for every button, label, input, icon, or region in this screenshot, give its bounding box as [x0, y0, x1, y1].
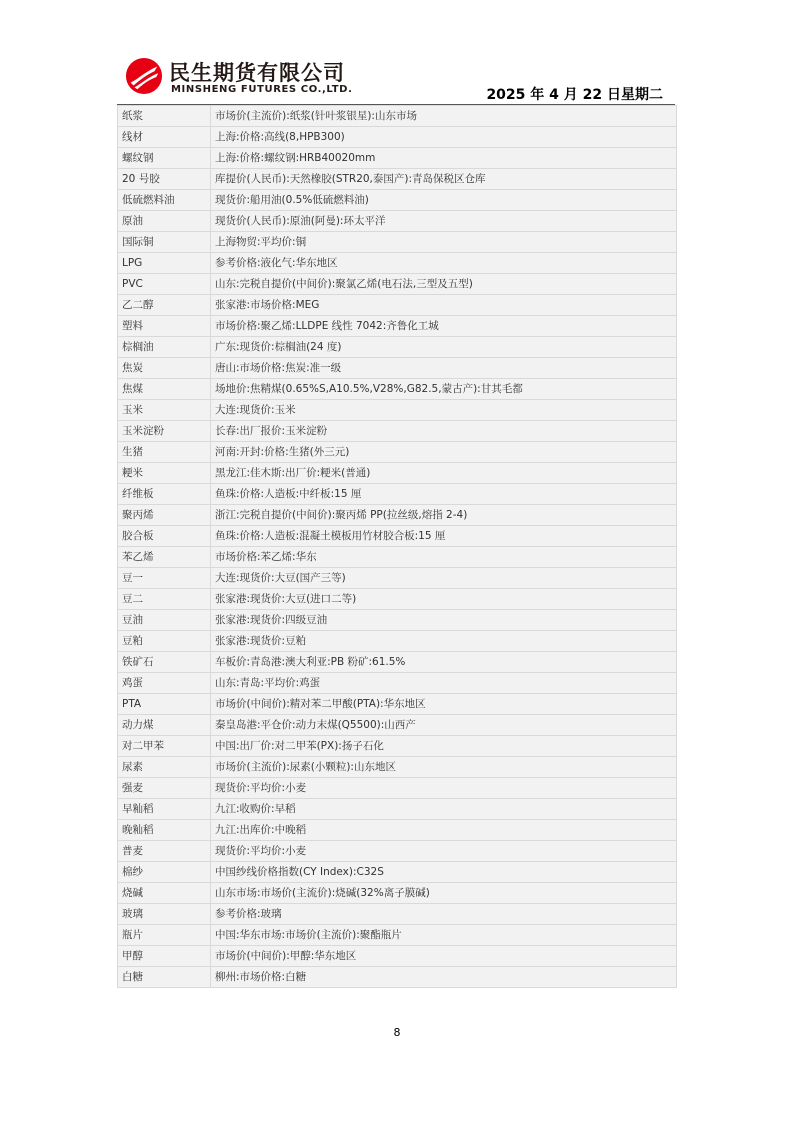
company-name-cn: 民生期货有限公司 [169, 61, 345, 85]
commodity-name: 铁矿石 [118, 652, 211, 673]
table-row [118, 526, 677, 547]
price-source: 场地价:焦精煤(0.65%S,A10.5%,V28%,G82.5,蒙古产):甘其毛都 [211, 379, 677, 400]
report-date: 2025 年 4 月 22 日星期二 [486, 87, 663, 103]
price-source: 现货价:平均价:小麦 [211, 778, 677, 799]
commodity-name: 普麦 [118, 841, 211, 862]
commodity-name: 豆二 [118, 589, 211, 610]
table-row [118, 946, 677, 967]
price-source: 长春:出厂报价:玉米淀粉 [211, 421, 677, 442]
price-source: 市场价(主流价):纸浆(针叶浆银星):山东市场 [211, 106, 677, 127]
commodity-name: 苯乙烯 [118, 547, 211, 568]
price-source: 中国:华东市场:市场价(主流价):聚酯瓶片 [211, 925, 677, 946]
commodity-name: 原油 [118, 211, 211, 232]
table-row [118, 925, 677, 946]
price-source: 张家港:现货价:豆粕 [211, 631, 677, 652]
table-row [118, 253, 677, 274]
table-row [118, 484, 677, 505]
price-source: 张家港:市场价格:MEG [211, 295, 677, 316]
table-row [118, 400, 677, 421]
commodity-name: 晚籼稻 [118, 820, 211, 841]
table-row [118, 463, 677, 484]
price-source: 柳州:市场价格:白糖 [211, 967, 677, 988]
table-row [118, 631, 677, 652]
price-source: 河南:开封:价格:生猪(外三元) [211, 442, 677, 463]
commodity-name: 螺纹钢 [118, 148, 211, 169]
price-source: 张家港:现货价:四级豆油 [211, 610, 677, 631]
price-source: 秦皇岛港:平仓价:动力末煤(Q5500):山西产 [211, 715, 677, 736]
table-row [118, 841, 677, 862]
price-source: 市场价格:聚乙烯:LLDPE 线性 7042:齐鲁化工城 [211, 316, 677, 337]
table-row [118, 610, 677, 631]
commodity-name: 豆油 [118, 610, 211, 631]
commodity-name: LPG [118, 253, 211, 274]
table-row [118, 106, 677, 127]
table-row [118, 715, 677, 736]
table-row [118, 652, 677, 673]
price-source: 市场价(中间价):甲醇:华东地区 [211, 946, 677, 967]
commodity-name: 粳米 [118, 463, 211, 484]
table-row [118, 547, 677, 568]
commodity-name: 玉米 [118, 400, 211, 421]
price-source: 九江:收购价:早稻 [211, 799, 677, 820]
table-row [118, 589, 677, 610]
table-row [118, 757, 677, 778]
company-name-en: MINSHENG FUTURES CO.,LTD. [171, 84, 353, 95]
price-source: 山东:完税自提价(中间价):聚氯乙烯(电石法,三型及五型) [211, 274, 677, 295]
commodity-name: 尿素 [118, 757, 211, 778]
commodity-name: 棉纱 [118, 862, 211, 883]
commodity-name: 棕榈油 [118, 337, 211, 358]
table-row [118, 505, 677, 526]
price-source: 鱼珠:价格:人造板:中纤板:15 厘 [211, 484, 677, 505]
commodity-name: 乙二醇 [118, 295, 211, 316]
price-source: 大连:现货价:大豆(国产三等) [211, 568, 677, 589]
price-source: 现货价:船用油(0.5%低硫燃料油) [211, 190, 677, 211]
commodity-name: 国际铜 [118, 232, 211, 253]
table-row [118, 421, 677, 442]
commodity-name: 线材 [118, 127, 211, 148]
table-row [118, 694, 677, 715]
commodity-name: 豆粕 [118, 631, 211, 652]
commodity-name: 塑料 [118, 316, 211, 337]
commodity-name: 聚丙烯 [118, 505, 211, 526]
price-source: 山东市场:市场价(主流价):烧碱(32%离子膜碱) [211, 883, 677, 904]
table-row [118, 232, 677, 253]
table-row [118, 379, 677, 400]
table-row [118, 568, 677, 589]
commodity-name: 焦炭 [118, 358, 211, 379]
table-row [118, 358, 677, 379]
price-source: 黑龙江:佳木斯:出厂价:粳米(普通) [211, 463, 677, 484]
commodity-price-source-table [117, 105, 677, 988]
commodity-name: 低硫燃料油 [118, 190, 211, 211]
table-row [118, 442, 677, 463]
table-body [118, 106, 677, 988]
table-row [118, 673, 677, 694]
price-source: 车板价:青岛港:澳大利亚:PB 粉矿:61.5% [211, 652, 677, 673]
price-source: 九江:出库价:中晚稻 [211, 820, 677, 841]
price-source: 上海:价格:高线(8,HPB300) [211, 127, 677, 148]
price-source: 浙江:完税自提价(中间价):聚丙烯 PP(拉丝级,熔指 2-4) [211, 505, 677, 526]
price-source: 上海物贸:平均价:铜 [211, 232, 677, 253]
price-source: 上海:价格:螺纹钢:HRB40020mm [211, 148, 677, 169]
company-logo [125, 55, 375, 101]
commodity-name: 胶合板 [118, 526, 211, 547]
table-row [118, 337, 677, 358]
page-header [117, 55, 675, 103]
table-row [118, 799, 677, 820]
price-source: 市场价(主流价):尿素(小颗粒):山东地区 [211, 757, 677, 778]
table-row [118, 295, 677, 316]
table-row [118, 190, 677, 211]
table-row [118, 148, 677, 169]
price-source: 山东:青岛:平均价:鸡蛋 [211, 673, 677, 694]
price-source: 市场价格:苯乙烯:华东 [211, 547, 677, 568]
commodity-name: 纤维板 [118, 484, 211, 505]
table-row [118, 778, 677, 799]
commodity-name: 生猪 [118, 442, 211, 463]
commodity-name: 烧碱 [118, 883, 211, 904]
commodity-name: 强麦 [118, 778, 211, 799]
price-source: 唐山:市场价格:焦炭:准一级 [211, 358, 677, 379]
page-number: 8 [393, 1026, 401, 1039]
table-row [118, 316, 677, 337]
price-source: 现货价:平均价:小麦 [211, 841, 677, 862]
commodity-name: 玉米淀粉 [118, 421, 211, 442]
commodity-name: 焦煤 [118, 379, 211, 400]
table-row [118, 967, 677, 988]
commodity-name: 豆一 [118, 568, 211, 589]
commodity-name: 玻璃 [118, 904, 211, 925]
commodity-name: 白糖 [118, 967, 211, 988]
commodity-name: PVC [118, 274, 211, 295]
price-source: 中国纱线价格指数(CY Index):C32S [211, 862, 677, 883]
price-source: 库提价(人民币):天然橡胶(STR20,泰国产):青岛保税区仓库 [211, 169, 677, 190]
commodity-name: 瓶片 [118, 925, 211, 946]
price-source: 现货价(人民币):原油(阿曼):环太平洋 [211, 211, 677, 232]
table-row [118, 736, 677, 757]
price-source: 市场价(中间价):精对苯二甲酸(PTA):华东地区 [211, 694, 677, 715]
price-source: 张家港:现货价:大豆(进口二等) [211, 589, 677, 610]
table-row [118, 883, 677, 904]
table-row [118, 274, 677, 295]
price-source: 参考价格:玻璃 [211, 904, 677, 925]
commodity-name: PTA [118, 694, 211, 715]
table-row [118, 169, 677, 190]
commodity-name: 甲醇 [118, 946, 211, 967]
price-source: 广东:现货价:棕榈油(24 度) [211, 337, 677, 358]
commodity-name: 早籼稻 [118, 799, 211, 820]
commodity-name: 对二甲苯 [118, 736, 211, 757]
price-source: 参考价格:液化气:华东地区 [211, 253, 677, 274]
table-row [118, 820, 677, 841]
table-row [118, 211, 677, 232]
commodity-name: 纸浆 [118, 106, 211, 127]
table-row [118, 862, 677, 883]
minsheng-logo-icon [125, 57, 163, 95]
price-source: 大连:现货价:玉米 [211, 400, 677, 421]
price-source: 鱼珠:价格:人造板:混凝土模板用竹材胶合板:15 厘 [211, 526, 677, 547]
price-source: 中国:出厂价:对二甲苯(PX):扬子石化 [211, 736, 677, 757]
commodity-name: 动力煤 [118, 715, 211, 736]
commodity-name: 20 号胶 [118, 169, 211, 190]
commodity-name: 鸡蛋 [118, 673, 211, 694]
table-row [118, 127, 677, 148]
table-row [118, 904, 677, 925]
